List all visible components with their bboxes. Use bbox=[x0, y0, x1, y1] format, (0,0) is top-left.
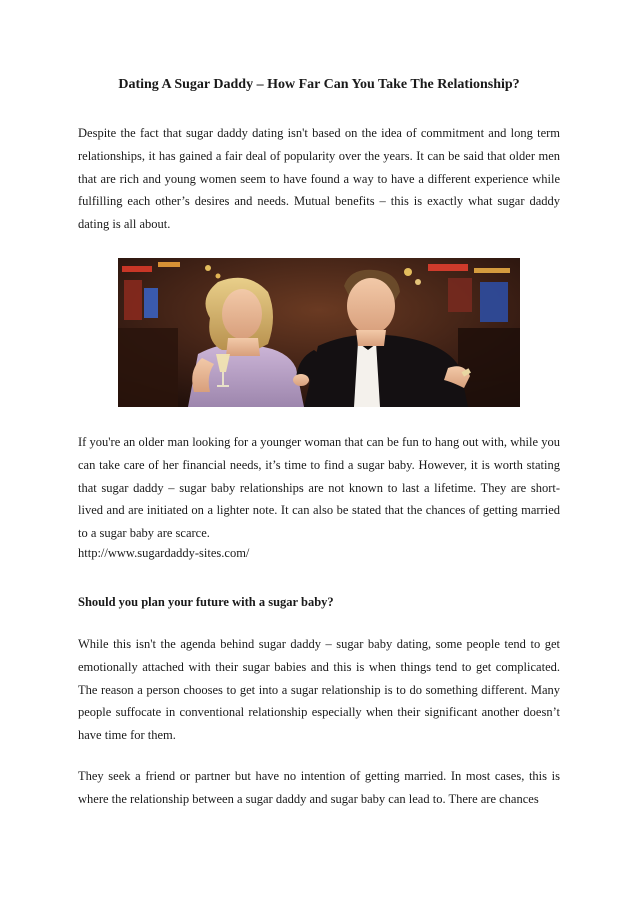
paragraph-agenda: While this isn't the agenda behind sugar daddy – sugar baby dating, some people tend to get emotionally attached with their sugar babies and this is when things tend to get complicated. The reason a person chooses to get into a sugar relationship is to do something different. Many people suffocate in conventional relationship especially when their significant another doesn’t have time for them. bbox=[78, 637, 560, 743]
paragraph-friend-partner: They seek a friend or partner but have no intention of getting married. In most cases, this is where the relationship between a sugar daddy and sugar baby can lead to. There are chances bbox=[78, 769, 560, 806]
couple-photo bbox=[118, 258, 520, 407]
sugardaddy-sites-link[interactable]: http://www.sugardaddy-sites.com/ bbox=[78, 546, 250, 560]
section-heading-future: Should you plan your future with a sugar baby? bbox=[78, 595, 334, 609]
document-title: Dating A Sugar Daddy – How Far Can You Take The Relationship? bbox=[118, 77, 520, 92]
paragraph-older-man: If you're an older man looking for a younger woman that can be fun to hang out with, while you can take care of her financial needs, it’s time to find a sugar baby. However, it is worth stating that sugar daddy – sugar baby relationships are not known to last a lifetime. They are short-lived and are initiated on a lighter note. It can also be stated that the chances of getting married to a sugar baby are scarce. bbox=[78, 435, 560, 541]
paragraph-intro: Despite the fact that sugar daddy dating isn't based on the idea of commitment and long term relationships, it has gained a fair deal of popularity over the years. It can be said that older men that are rich and young women seem to have found a way to have a different experience while fulfilling each other’s desires and needs. Mutual benefits – this is exactly what sugar daddy dating is all about. bbox=[78, 126, 560, 232]
